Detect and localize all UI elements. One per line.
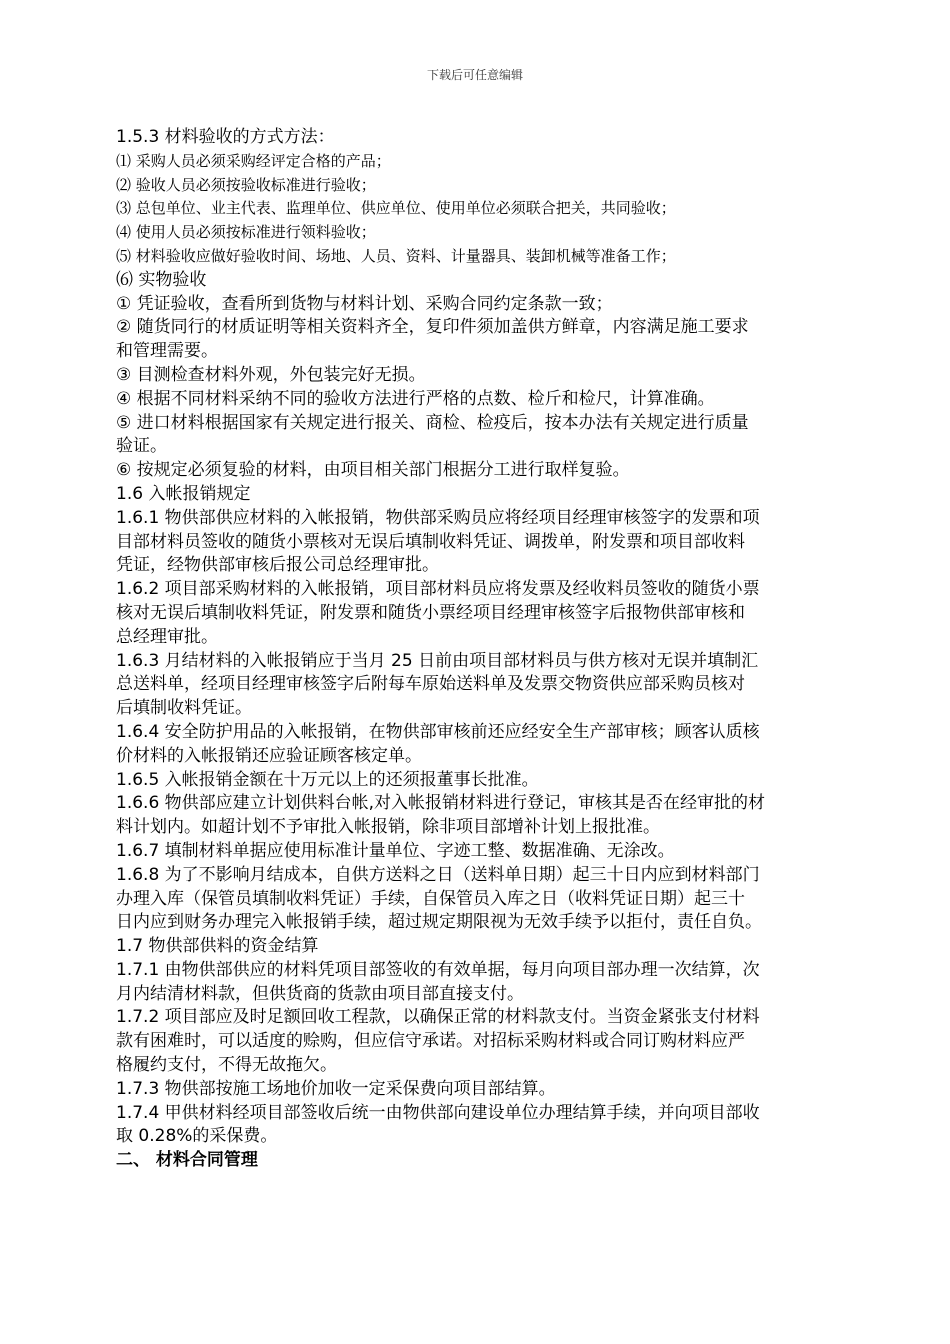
text-line: 1.7.1 由物供部供应的材料凭项目部签收的有效单据，每月向项目部办理一次结算，次 bbox=[116, 959, 760, 980]
chapter-heading: 二、 材料合同管理 bbox=[116, 1150, 258, 1171]
text-line: 1.6.2 项目部采购材料的入帐报销，项目部材料员应将发票及经收料员签收的随货小票 bbox=[116, 579, 760, 600]
text-line: 款有困难时，可以适度的赊购，但应信守承诺。对招标采购材料或合同订购材料应严 bbox=[116, 1031, 745, 1052]
text-line: ⑵ 验收人员必须按验收标准进行验收； bbox=[116, 175, 376, 194]
text-line: ⑷ 使用人员必须按标准进行领料验收； bbox=[116, 223, 376, 242]
text-line: 总送料单，经项目经理审核签字后附每车原始送料单及发票交物资供应部采购员核对 bbox=[116, 674, 745, 695]
text-line: 总经理审批。 bbox=[116, 626, 218, 647]
text-line: 验证。 bbox=[116, 436, 167, 457]
text-line: 1.5.3 材料验收的方式方法： bbox=[116, 127, 335, 147]
text-line: 1.6.7 填制材料单据应使用标准计量单位、字迹工整、数据准确、无涂改。 bbox=[116, 840, 675, 861]
text-line: 1.7.2 项目部应及时足额回收工程款，以确保正常的材料款支付。当资金紧张支付材料 bbox=[116, 1007, 760, 1028]
section-heading: 1.6 入帐报销规定 bbox=[116, 483, 251, 504]
document-body bbox=[116, 126, 836, 1173]
section-heading: 1.7 物供部供料的资金结算 bbox=[116, 936, 319, 957]
text-line: 1.6.3 月结材料的入帐报销应于当月 25 日前由项目部材料员与供方核对无误并填制汇 bbox=[116, 650, 759, 671]
text-line: ④ 根据不同材料采纳不同的验收方法进行严格的点数、检斤和检尺，计算准确。 bbox=[116, 388, 715, 409]
text-line: 核对无误后填制收料凭证，附发票和随货小票经项目经理审核签字后报物供部审核和 bbox=[116, 602, 745, 623]
text-line: 价材料的入帐报销还应验证顾客核定单。 bbox=[116, 745, 422, 766]
text-line: ⑥ 按规定必须复验的材料，由项目相关部门根据分工进行取样复验。 bbox=[116, 460, 630, 481]
text-line: 1.6.6 物供部应建立计划供料台帐,对入帐报销材料进行登记，审核其是否在经审批的材 bbox=[116, 793, 766, 814]
text-line: 1.6.5 入帐报销金额在十万元以上的还须报董事长批准。 bbox=[116, 769, 539, 790]
text-line: 和管理需要。 bbox=[116, 341, 218, 362]
text-line: 1.6.4 安全防护用品的入帐报销，在物供部审核前还应经安全生产部审核；顾客认质核 bbox=[116, 721, 760, 742]
text-line: 1.7.4 甲供材料经项目部签收后统一由物供部向建设单位办理结算手续，并向项目部收 bbox=[116, 1102, 760, 1123]
text-line: 1.6.8 为了不影响月结成本，自供方送料之日（送料单日期）起三十日内应到材料部门 bbox=[116, 864, 760, 885]
text-line: 目部材料员签收的随货小票核对无误后填制收料凭证、调拨单，附发票和项目部收料 bbox=[116, 531, 745, 552]
text-line: 凭证，经物供部审核后报公司总经理审批。 bbox=[116, 555, 439, 576]
text-line: 1.7.3 物供部按施工场地价加收一定采保费向项目部结算。 bbox=[116, 1078, 556, 1099]
text-line: ② 随货同行的材质证明等相关资料齐全，复印件须加盖供方鲜章，内容满足施工要求 bbox=[116, 317, 749, 338]
text-line: ⑹ 实物验收 bbox=[116, 269, 207, 290]
text-line: 取 0.28%的采保费。 bbox=[116, 1126, 278, 1147]
text-line: 1.6.1 物供部供应材料的入帐报销，物供部采购员应将经项目经理审核签字的发票和项 bbox=[116, 507, 760, 528]
page-header: 下载后可任意编辑 bbox=[426, 68, 523, 82]
text-line: ⑴ 采购人员必须采购经评定合格的产品； bbox=[116, 151, 391, 170]
text-line: ⑸ 材料验收应做好验收时间、场地、人员、资料、计量器具、装卸机械等准备工作； bbox=[116, 246, 676, 265]
text-line: ③ 目测检查材料外观，外包装完好无损。 bbox=[116, 364, 426, 385]
text-line: ⑤ 进口材料根据国家有关规定进行报关、商检、检疫后，按本办法有关规定进行质量 bbox=[116, 412, 749, 433]
text-line: 格履约支付，不得无故拖欠。 bbox=[116, 1055, 337, 1076]
text-line: 月内结清材料款，但供货商的货款由项目部直接支付。 bbox=[116, 983, 524, 1004]
text-line: ⑶ 总包单位、业主代表、监理单位、供应单位、使用单位必须联合把关，共同验收； bbox=[116, 199, 676, 218]
text-line: 日内应到财务办理完入帐报销手续，超过规定期限视为无效手续予以拒付，责任自负。 bbox=[116, 912, 762, 933]
text-line: ① 凭证验收，查看所到货物与材料计划、采购合同约定条款一致； bbox=[116, 293, 613, 314]
text-line: 后填制收料凭证。 bbox=[116, 698, 252, 719]
text-line: 料计划内。如超计划不予审批入帐报销，除非项目部增补计划上报批准。 bbox=[116, 817, 660, 838]
text-line: 办理入库（保管员填制收料凭证）手续，自保管员入库之日（收料凭证日期）起三十 bbox=[116, 888, 745, 909]
